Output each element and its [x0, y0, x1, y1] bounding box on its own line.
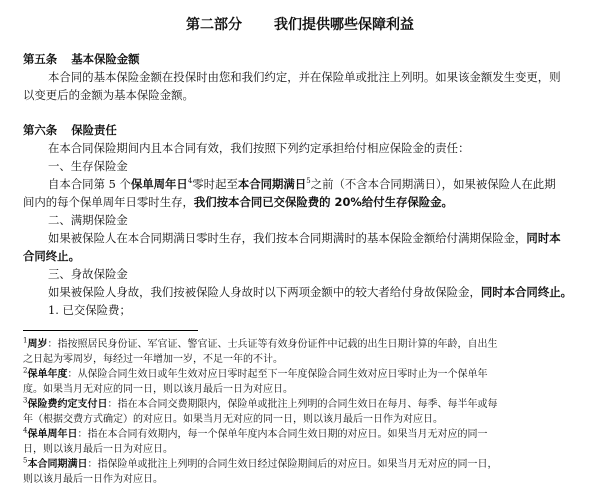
article-5-text-line-1: 本合同的基本保险金额在投保时由您和我们约定，并在保险单或批注上列明。如果该金额发生变更，则 — [48, 70, 561, 84]
survival-benefit-text-line-2: 间内的每个保单周年日零时生存，我们按本合同已交保险费的 20%给付生存保险金。 — [23, 195, 453, 209]
maturity-benefit-text-line-2: 合同终止。 — [23, 249, 80, 263]
death-benefit-heading: 三、身故保险金 — [48, 267, 128, 281]
footnote-3-line-1: $^3$保险费约定支付日：指在本合同交费期限内，保险单或批注上列明的合同生效日在每月、每季、每半年或每 — [23, 396, 498, 410]
footnote-2-line-1: $^2$保单年度：从保险合同生效日或年生效对应日零时起至下一年度保险合同生效对应日零时止为一个保单年 — [23, 366, 488, 380]
maturity-benefit-heading: 二、满期保险金 — [48, 213, 128, 227]
footnote-1-line-2: 之日起为零周岁，每经过一年增加一岁，不足一年的不计。 — [23, 354, 283, 365]
part-label: 第二部分 — [186, 17, 242, 33]
part-title: 我们提供哪些保障利益 — [274, 17, 414, 33]
article-6-heading: 第六条 保险责任 — [23, 123, 117, 137]
footnote-5-line-2: 则以该月最后一日作为对应日。 — [23, 474, 163, 485]
footnote-2-line-2: 度。如果当月无对应的同一日，则以该月最后一日为对应日。 — [23, 384, 293, 395]
page-title — [0, 14, 600, 34]
death-benefit-text: 如果被保险人身故，我们按被保险人身故时以下两项金额中的较大者给付身故保险金，同时本合同终止。 — [48, 285, 572, 299]
footnote-divider — [23, 330, 198, 331]
death-benefit-item-1: 1. 已交保险费； — [48, 303, 131, 317]
survival-benefit-text-line-1: 自本合同第 5 个保单周年日$^4$零时起至本合同期满日$^5$之前（不含本合同期满日），如果被保险人在此期 — [48, 177, 556, 191]
footnote-5-line-1: $^5$本合同期满日：指保险单或批注上列明的合同生效日经过保险期间后的对应日。如果当月无对应的同一日， — [23, 456, 498, 470]
maturity-benefit-text-line-1: 如果被保险人在本合同期满日零时生存，我们按本合同期满时的基本保险金额给付满期保险金，同时本 — [48, 231, 561, 245]
article-6-intro: 在本合同保险期间内且本合同有效，我们按照下列约定承担给付相应保险金的责任： — [48, 141, 470, 155]
footnote-1-line-1: $^1$周岁：指按照居民身份证、军官证、警官证、士兵证等有效身份证件中记载的出生日期计算的年龄，自出生 — [23, 336, 498, 350]
footnote-4-line-2: 日，则以该月最后一日为对应日。 — [23, 444, 173, 455]
survival-benefit-heading: 一、生存保险金 — [48, 159, 128, 173]
article-5-text-line-2: 以变更后的金额为基本保险金额。 — [23, 88, 194, 102]
footnote-4-line-1: $^4$保单周年日：指在本合同有效期内，每一个保单年度内本合同生效日期的对应日。如果当月无对应的同一 — [23, 426, 488, 440]
article-5-heading: 第五条 基本保险金额 — [23, 52, 140, 66]
footnote-3-line-2: 年（根据交费方式确定）的对应日。如果当月无对应的同一日，则以该月最后一日作为对应日。 — [23, 414, 443, 425]
